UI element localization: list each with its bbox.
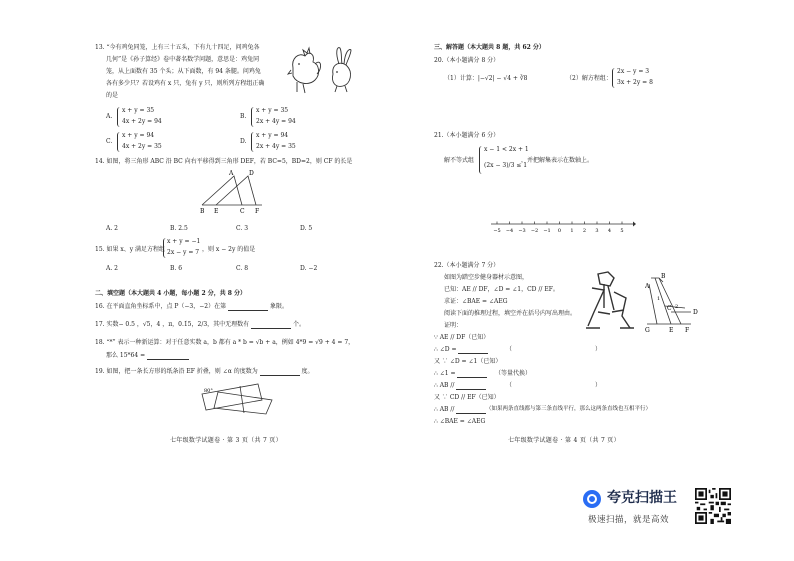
number-line-tick-label: −1 bbox=[543, 228, 551, 234]
q19-folded-strip-figure bbox=[200, 380, 276, 418]
q22-step-5-reason-close: ） bbox=[595, 382, 602, 389]
q21-eq2: (2x − 3)/3 ≤ 1 bbox=[484, 162, 528, 169]
q14-label-c: C bbox=[240, 208, 245, 215]
q22-step-4-reason: （等量代换） bbox=[495, 370, 532, 377]
q21-eq1: x − 1 < 2x + 1 bbox=[484, 146, 529, 153]
left-page-footer: 七年级数学试题卷 · 第 3 页（共 7 页） bbox=[170, 437, 282, 444]
q13-line-2: 几何”是《孙子算经》卷中著名数学问题，意思是：鸡兔同 bbox=[106, 56, 260, 63]
q22-step-4-text: ∴ ∠1 = bbox=[434, 370, 456, 377]
q22-label-2: 2 bbox=[675, 304, 679, 310]
q16-end: 象限。 bbox=[269, 303, 288, 310]
rooster-rabbit-illustration bbox=[287, 44, 357, 96]
q13-line-1: 13. “今有鸡兔同笼，上有三十五头，下有九十四足，问鸡兔各 bbox=[95, 44, 260, 51]
q20-heading: 20.（本小题满分 8 分） bbox=[434, 57, 500, 64]
q15-option-a: A. 2 bbox=[106, 265, 118, 272]
q13-option-c-eq2: 4x + 2y = 35 bbox=[122, 143, 162, 150]
q22-geometry-figure bbox=[645, 268, 701, 334]
q17-text bbox=[95, 321, 305, 329]
q22-step-2-text: ∴ ∠D = bbox=[434, 346, 457, 353]
q19-angle-label: 80° bbox=[204, 388, 213, 394]
q22-step-5-reason-open: （ bbox=[506, 382, 513, 389]
q22-step-6: 又 ∵ CD // EF（已知） bbox=[434, 394, 500, 401]
q13-option-d-label: D. bbox=[240, 138, 247, 145]
q14-option-d: D. 5 bbox=[300, 225, 313, 232]
section-2-heading: 二、填空题（本大题共 4 小题，每小题 2 分，共 8 分） bbox=[95, 290, 247, 297]
q22-step-7 bbox=[434, 406, 486, 414]
q19-answer-blank[interactable] bbox=[260, 369, 300, 376]
q14-label-d: D bbox=[249, 170, 254, 177]
q22-step-4 bbox=[434, 370, 487, 378]
q22-step-2-reason-close: ） bbox=[595, 346, 602, 353]
q22-step-7-blank[interactable] bbox=[456, 407, 486, 414]
scanner-watermark bbox=[583, 488, 733, 538]
q15-option-c: C. 8 bbox=[236, 265, 249, 272]
q14-label-e: E bbox=[214, 208, 219, 215]
right-page-footer: 七年级数学试题卷 · 第 4 页（共 7 页） bbox=[508, 437, 620, 444]
scanner-logo-icon bbox=[583, 490, 601, 508]
q13-option-b-eq2: 2x + 4y = 94 bbox=[256, 118, 296, 125]
q13-option-a-eq2: 4x + 2y = 94 bbox=[122, 118, 162, 125]
fitness-machine-illustration bbox=[584, 268, 636, 332]
q19-text bbox=[95, 368, 314, 376]
q18-answer-blank[interactable] bbox=[147, 353, 189, 360]
q13-option-c-label: C. bbox=[106, 138, 113, 145]
q22-step-5-blank[interactable] bbox=[456, 383, 486, 390]
q20-part-2: （2）解方程组： bbox=[566, 75, 612, 82]
q17-end: 个。 bbox=[293, 321, 306, 328]
q22-step-5 bbox=[434, 382, 486, 390]
number-line-tick-label: −3 bbox=[518, 228, 526, 234]
q18-line-2 bbox=[106, 352, 189, 360]
q22-step-7-reason: （如果两条直线都与第三条直线平行，那么这两条直线也互相平行） bbox=[486, 406, 652, 412]
number-line-tick-label: 5 bbox=[620, 228, 624, 234]
number-line-tick-label: 1 bbox=[570, 228, 574, 234]
section-3-heading: 三、解答题（本大题共 8 题，共 62 分） bbox=[434, 44, 545, 51]
scanner-slogan: 极速扫描，就是高效 bbox=[588, 515, 670, 525]
number-line-tick-label: 3 bbox=[595, 228, 599, 234]
q14-option-c: C. 3 bbox=[236, 225, 249, 232]
q22-step-2-blank[interactable] bbox=[458, 347, 488, 354]
q14-label-f: F bbox=[255, 208, 260, 215]
q18-line-1: 18. “*” 表示一种新运算：对于任意实数 a，b 都有 a * b = √b + a，例如 4*9 = √9 + 4 = 7， bbox=[95, 339, 355, 346]
number-line-tick-label: 0 bbox=[557, 228, 562, 234]
q14-triangle-figure bbox=[196, 168, 268, 216]
q13-option-a-eq1: x + y = 35 bbox=[122, 107, 155, 114]
q16-answer-blank[interactable] bbox=[228, 304, 268, 311]
q21-heading: 21.（本小题满分 6 分） bbox=[434, 132, 500, 139]
q13-option-a-label: A. bbox=[106, 113, 113, 120]
q14-option-b: B. 2.5 bbox=[170, 225, 188, 232]
q13-line-3: 笼，从上面数有 35 个头；从下面数，有 94 条腿。问鸡兔 bbox=[106, 68, 261, 75]
number-line-tick-label: 4 bbox=[607, 228, 612, 234]
q13-line-4: 各有多少只？若设鸡有 x 只，兔有 y 只，则所列方程组正确 bbox=[106, 80, 265, 87]
q21-suffix: ，并把解集表示在数轴上。 bbox=[521, 157, 594, 164]
q20-part-2-eq1: 2x − y = 3 bbox=[617, 68, 650, 75]
q22-step-2-reason-open: （ bbox=[506, 346, 513, 353]
q21-prefix: 解不等式组 bbox=[444, 157, 475, 164]
q22-label-g: G bbox=[645, 327, 650, 334]
q22-step-3: 又 ∵ ∠D = ∠1（已知） bbox=[434, 358, 502, 365]
q16-question: 16. 在平面直角坐标系中，点 P（−3，−2）在第 bbox=[95, 303, 227, 310]
q15-eq1: x + y = −1 bbox=[167, 238, 201, 245]
q19-end: 度。 bbox=[301, 368, 314, 375]
q22-label-1: 1 bbox=[657, 296, 661, 302]
q22-label-b: B bbox=[661, 273, 666, 280]
q13-option-d-eq2: 2x + 4y = 35 bbox=[256, 143, 296, 150]
q13-option-d-eq1: x + y = 94 bbox=[256, 132, 289, 139]
q14-label-b: B bbox=[200, 208, 205, 215]
q14-text: 14. 如图，将三角形 ABC 沿 BC 向右平移得到三角形 DEF，若 BC=5，BD=2，则 CF 的长是 bbox=[95, 158, 353, 165]
q13-option-b-eq1: x + y = 35 bbox=[256, 107, 289, 114]
q22-label-f: F bbox=[685, 327, 690, 334]
q22-heading: 22.（本小题满分 7 分） bbox=[434, 262, 500, 269]
q15-pre: 15. 如果 x、y 满足方程组 bbox=[95, 246, 166, 253]
q22-line-5: 证明： bbox=[444, 322, 463, 329]
q19-question: 19. 如图，把一条长方形的纸条沿 EF 折叠，则 ∠α 的度数为 bbox=[95, 368, 258, 375]
number-line-tick-label: −2 bbox=[530, 228, 539, 234]
q22-step-5-text: ∴ AB // bbox=[434, 382, 455, 389]
q14-label-a: A bbox=[229, 170, 234, 177]
q15-option-b: B. 6 bbox=[170, 265, 183, 272]
q22-step-2 bbox=[434, 346, 488, 354]
q22-line-1: 如图为踏空步健身器材示意图， bbox=[444, 274, 529, 281]
number-line-tick-label: −4 bbox=[505, 228, 514, 234]
qr-code-icon bbox=[695, 488, 731, 524]
q22-step-4-blank[interactable] bbox=[457, 371, 487, 378]
q18-question: 那么 15*64 = bbox=[106, 352, 146, 359]
q17-question: 17. 实数− 0.5 ，√5，4 ，π，0.1̇5，2/3，其中无理数有 bbox=[95, 321, 250, 328]
q20-part-2-eq2: 3x + 2y = 8 bbox=[617, 79, 653, 86]
q15-eq2: 2x − y = 7 bbox=[167, 249, 200, 256]
q22-label-c: C bbox=[667, 305, 672, 312]
q15-option-d: D. −2 bbox=[300, 265, 318, 272]
q22-line-2: 已知：AE // DF，∠D = ∠1，CD // EF。 bbox=[444, 286, 559, 293]
q16-text bbox=[95, 303, 288, 311]
q15-post: ，则 x − 2y 的值是 bbox=[202, 246, 256, 253]
scanner-app-name: 夸克扫描王 bbox=[607, 490, 677, 506]
q22-label-d: D bbox=[693, 309, 698, 316]
q22-step-1: ∵ AE // DF（已知） bbox=[434, 334, 490, 341]
number-line bbox=[491, 218, 636, 238]
number-line-tick-label: 2 bbox=[582, 228, 587, 234]
q22-label-e: E bbox=[669, 327, 674, 334]
number-line-tick-label: −5 bbox=[493, 228, 501, 234]
q13-option-b-label: B. bbox=[240, 113, 247, 120]
q20-part-1: （1）计算：|−√2| − √4 + ∛8 bbox=[444, 75, 528, 82]
q22-step-8: ∴ ∠BAE = ∠AEG bbox=[434, 418, 486, 425]
q13-line-5: 的是 bbox=[106, 92, 119, 99]
q13-option-c-eq1: x + y = 94 bbox=[122, 132, 155, 139]
q22-line-3: 求证：∠BAE = ∠AEG bbox=[444, 298, 508, 305]
q22-step-7-text: ∴ AB // bbox=[434, 406, 455, 413]
q22-line-4: 阅读下面的推理过程，填空并在括号内写出理由。 bbox=[444, 310, 577, 317]
q17-answer-blank[interactable] bbox=[251, 322, 291, 329]
q14-option-a: A. 2 bbox=[106, 225, 118, 232]
q22-label-a: A bbox=[645, 283, 650, 290]
